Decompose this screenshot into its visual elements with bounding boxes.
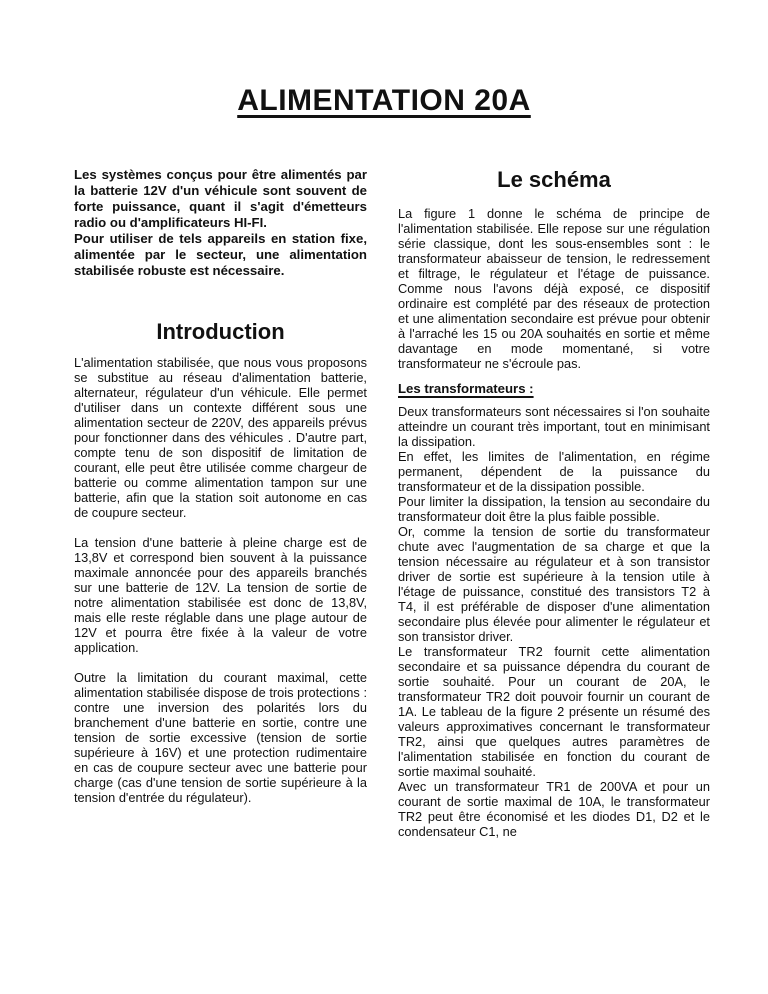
right-body-paragraph-5: Le transformateur TR2 fournit cette alimentation secondaire et sa puissance dépendra du courant de sortie souhaité. Pour un courant de 20A, le transformateur TR2 doit pouvoir fournir un courant de 1A. Le tableau de la figure 2 présente un résumé des valeurs approximatives concernant le transformateur TR2, ainsi que quelques autres paramètres de l'alimentation stabilisée en fonction du courant de sortie maximal souhaité. <box>398 644 710 779</box>
right-body-paragraph-2: En effet, les limites de l'alimentation, en régime permanent, dépendent de la puissance du transformateur et de la dissipation possible. <box>398 449 710 494</box>
intro-paragraph-2: Pour utiliser de tels appareils en station fixe, alimentée par le secteur, une alimentation stabilisée robuste est nécessaire. <box>74 231 367 278</box>
right-body-paragraph-4: Or, comme la tension de sortie du transformateur chute avec l'augmentation de sa charge et que la tension nécessaire au régulateur et à son transistor driver de sortie est supérieure à la tension utile à l'étage de puissance, constitué des transistors T2 à T4, il est préférable de disposer d'une alimentation secondaire plus élevée pour alimenter le régulateur et son transistor driver. <box>398 524 710 644</box>
right-body-paragraph-1: Deux transformateurs sont nécessaires si l'on souhaite atteindre un courant très important, tout en minimisant la dissipation. <box>398 404 710 449</box>
subsection-heading-transformateurs: Les transformateurs : <box>398 381 534 396</box>
page-title <box>0 84 768 118</box>
page-title-text: ALIMENTATION 20A <box>237 84 531 117</box>
transformateurs-text-block <box>398 404 710 839</box>
right-body-paragraph-3: Pour limiter la dissipation, la tension au secondaire du transformateur doit être la plus faible possible. <box>398 494 710 524</box>
schema-lead-paragraph: La figure 1 donne le schéma de principe de l'alimentation stabilisée. Elle repose sur une régulation série classique, dont les sous-ensembles sont : le transformateur abaisseur de tension, le redressement et filtrage, le régulateur et l'étage de puissance. Comme nous l'avons déjà exposé, ce dispositif ordinaire est complété par des réseaux de protection et une alimentation secondaire est prévue pour obtenir à l'arraché les 15 ou 20A souhaités en sortie et même davantage en mode momentané, si votre transformateur ne s'écroule pas. <box>398 206 710 371</box>
left-body-paragraph-2: La tension d'une batterie à pleine charge est de 13,8V et correspond bien souvent à la puissance maximale annoncée pour des appareils branchés sur une batterie de 12V. La tension de sortie de notre alimentation stabilisée est donc de 13,8V, mais elle reste réglable dans une plage autour de 12V et pourra être fixée à la valeur de votre application. <box>74 535 367 655</box>
section-heading-introduction: Introduction <box>156 319 285 344</box>
intro-paragraph-1: Les systèmes conçus pour être alimentés par la batterie 12V d'un véhicule sont souvent de forte puissance, quant il s'agit d'émetteurs radio ou d'amplificateurs HI-FI. <box>74 167 367 230</box>
left-column <box>74 167 367 820</box>
right-column <box>398 167 710 839</box>
left-body-paragraph-1: L'alimentation stabilisée, que nous vous proposons se substitue au réseau d'alimentation batterie, alternateur, régulateur d'un véhicule. Elle permet d'utiliser dans un contexte différent sous une alimentation secteur de 220V, des appareils prévus pour fonctionner dans des véhicules . D'autre part, compte tenu de son dispositif de limitation de courant, elle peut être utilisée comme chargeur de batterie ou comme alimentation tampon sur une batterie, afin que la station soit autonome en cas de coupure secteur. <box>74 355 367 520</box>
intro-block <box>74 167 367 279</box>
section-heading-le-schema: Le schéma <box>497 167 611 192</box>
left-body-paragraph-3: Outre la limitation du courant maximal, cette alimentation stabilisée dispose de trois protections : contre une inversion des polarités lors du branchement d'une batterie en sortie, contre une tension de sortie excessive (tension de sortie supérieure à 16V) et une protection rudimentaire en cas de coupure secteur avec une batterie pour charge (cas d'une tension de sortie supérieure à la tension d'entrée du régulateur). <box>74 670 367 805</box>
right-body-paragraph-6: Avec un transformateur TR1 de 200VA et pour un courant de sortie maximal de 10A, le transformateur TR2 peut être économisé et les diodes D1, D2 et le condensateur C1, ne <box>398 779 710 839</box>
